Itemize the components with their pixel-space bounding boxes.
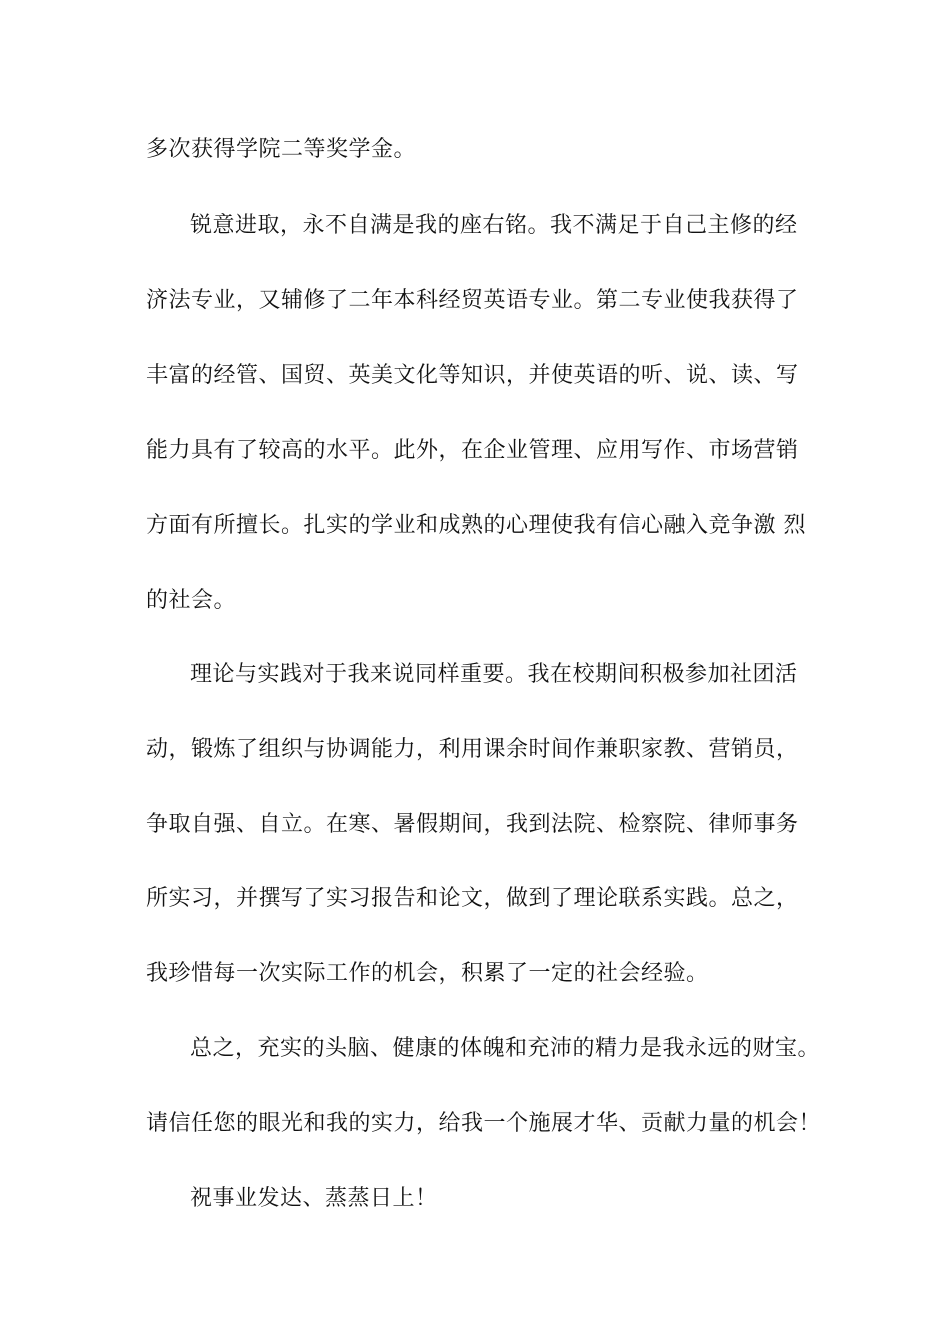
paragraph-line: 多次获得学院二等奖学金。 [146, 137, 417, 162]
paragraph-line: 方面有所擅长。扎实的学业和成熟的心理使我有信心融入竞争激 烈 [146, 513, 806, 538]
paragraph-line: 请信任您的眼光和我的实力，给我一个施展才华、贡献力量的机会！ [146, 1111, 822, 1136]
paragraph-line: 的社会。 [146, 588, 237, 613]
paragraph-line: 总之，充实的头脑、健康的体魄和充沛的精力是我永远的财宝。 [190, 1036, 821, 1061]
paragraph-line: 丰富的经管、国贸、英美文化等知识，并使英语的听、说、读、写 [146, 363, 799, 388]
paragraph-line: 我珍惜每一次实际工作的机会，积累了一定的社会经验。 [146, 961, 709, 986]
paragraph-line: 争取自强、自立。在寒、暑假期间，我到法院、检察院、律师事务 [146, 812, 799, 837]
paragraph-line: 能力具有了较高的水平。此外，在企业管理、应用写作、市场营销 [146, 438, 799, 463]
paragraph-line: 所实习，并撰写了实习报告和论文，做到了理论联系实践。总之， [146, 886, 799, 911]
paragraph-line: 锐意进取，永不自满是我的座右铭。我不满足于自己主修的经 [190, 213, 798, 238]
paragraph-line: 动，锻炼了组织与协调能力，利用课余时间作兼职家教、营销员， [146, 737, 799, 762]
paragraph-line: 济法专业，又辅修了二年本科经贸英语专业。第二专业使我获得了 [146, 288, 799, 313]
paragraph-line: 理论与实践对于我来说同样重要。我在校期间积极参加社团活 [190, 662, 798, 687]
closing-line: 祝事业发达、蒸蒸日上！ [190, 1186, 438, 1211]
